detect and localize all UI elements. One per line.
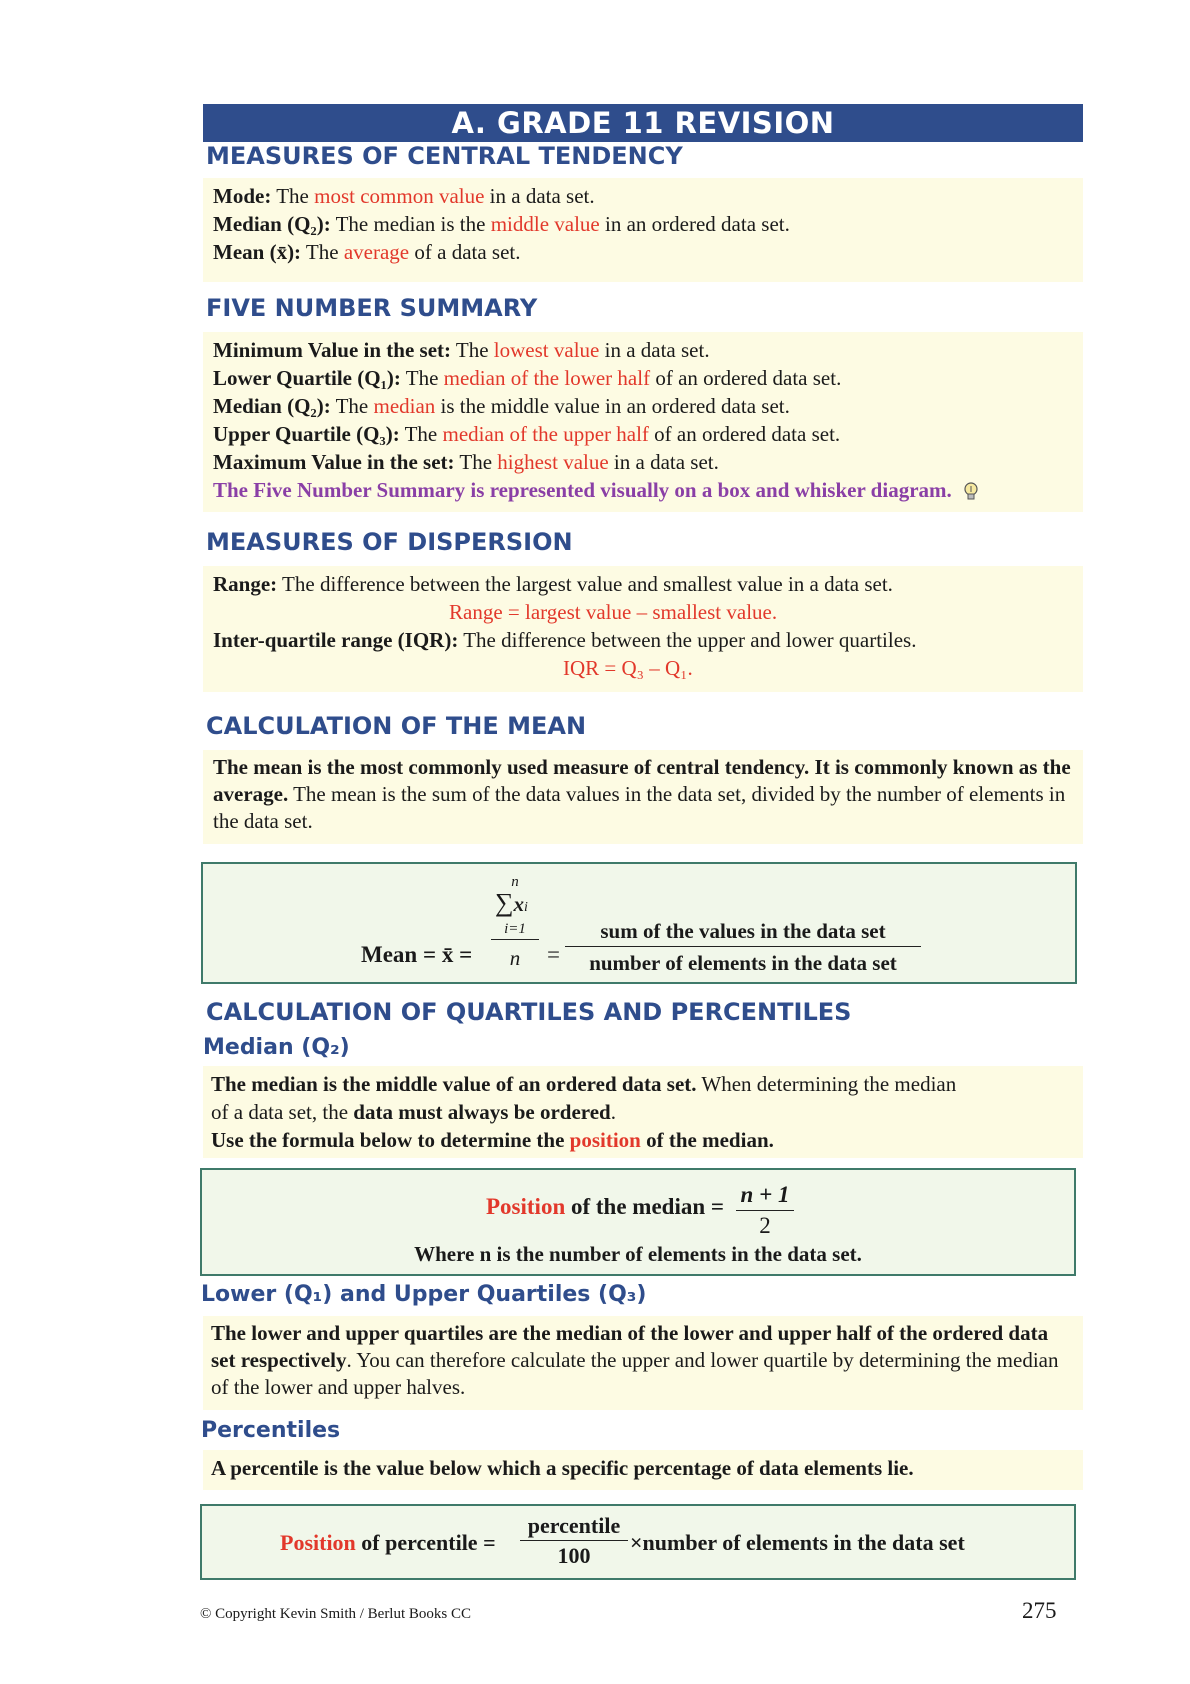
median-text-line3: Use the formula below to determine the position of the median. [211, 1128, 774, 1152]
lightbulb-icon [962, 481, 980, 503]
median-position-formula-box [200, 1168, 1076, 1276]
iqr-formula: IQR = Q₃ – Q₁. [563, 656, 693, 680]
box-whisker-note: The Five Number Summary is represented visually on a box and whisker diagram. [213, 476, 1083, 504]
min-line: Minimum Value in the set: The lowest value in a data set. [213, 338, 710, 362]
upper-quartile-line: Upper Quartile (Q₃): The median of the upper half of an ordered data set. [213, 422, 841, 446]
median-position-lhs: Position of the median = [486, 1194, 724, 1219]
page-number: 275 [1022, 1598, 1057, 1623]
median-text-box [203, 1066, 1083, 1158]
percentile-definition: A percentile is the value below which a specific percentage of data elements lie. [211, 1456, 914, 1480]
quartiles-paragraph: The lower and upper quartiles are the median of the lower and upper half of the ordered data set respectively. You can therefore calculate the upper and lower quartile by determining the median of the lower and upper halves. [211, 1321, 1059, 1399]
dispersion-box [203, 566, 1083, 692]
percentile-formula-lhs: Position of percentile = [280, 1530, 496, 1555]
heading-quartiles-percentiles: CALCULATION OF QUARTILES AND PERCENTILES [206, 998, 852, 1026]
mean-text-box [203, 750, 1083, 844]
five-number-box [203, 332, 1083, 512]
median-text-line2: of a data set, the data must always be ordered. [211, 1100, 616, 1124]
range-line: Range: The difference between the largest value and smallest value in a data set. [213, 572, 893, 596]
percentile-text-box [203, 1450, 1083, 1490]
mean-paragraph: The mean is the most commonly used measure of central tendency. It is commonly known as the average. The mean is the sum of the data values in the data set, divided by the number of elements in the data set. [213, 755, 1071, 833]
range-formula: Range = largest value – smallest value. [449, 600, 778, 624]
median-position-where: Where n is the number of elements in the data set. [414, 1242, 862, 1266]
percentile-fraction: percentile 100 [520, 1512, 628, 1571]
max-line: Maximum Value in the set: The highest value in a data set. [213, 450, 719, 474]
median-line: Median (Q₂): The median is the middle value in an ordered data set. [213, 212, 790, 236]
mean-line: Mean (x̄): The average of a data set. [213, 240, 521, 264]
central-tendency-box [203, 178, 1083, 282]
subheading-median: Median (Q₂) [203, 1035, 350, 1060]
median-position-fraction: n + 1 2 [736, 1180, 794, 1241]
chapter-banner: A. GRADE 11 REVISION [203, 104, 1083, 142]
median-q2-line: Median (Q₂): The median is the middle value in an ordered data set. [213, 394, 790, 418]
median-text-line1: The median is the middle value of an ordered data set. When determining the median [211, 1072, 957, 1096]
iqr-line: Inter-quartile range (IQR): The difference between the upper and lower quartiles. [213, 628, 917, 652]
percentile-formula-box [200, 1504, 1076, 1580]
lower-quartile-line: Lower Quartile (Q₁): The median of the lower half of an ordered data set. [213, 366, 842, 390]
heading-five-number-summary: FIVE NUMBER SUMMARY [206, 294, 538, 322]
mean-formula-box [201, 862, 1077, 984]
mean-equals: = [547, 942, 560, 967]
subheading-lower-upper-quartiles: Lower (Q₁) and Upper Quartiles (Q₃) [201, 1282, 647, 1307]
heading-mean-calculation: CALCULATION OF THE MEAN [206, 712, 587, 740]
quartiles-text-box [203, 1316, 1083, 1410]
summation: n ∑xi i=1 n [491, 874, 539, 976]
sigma-symbol: ∑ [495, 888, 514, 917]
heading-central-tendency: MEASURES OF CENTRAL TENDENCY [206, 142, 683, 170]
subheading-percentiles: Percentiles [201, 1418, 341, 1443]
heading-dispersion: MEASURES OF DISPERSION [206, 528, 573, 556]
mean-words-fraction: sum of the values in the data set number of elements in the data set [565, 916, 921, 979]
percentile-formula-rhs: ×number of elements in the data set [630, 1530, 965, 1555]
mean-formula-lhs: Mean = x̄ = [361, 942, 473, 967]
copyright: © Copyright Kevin Smith / Berlut Books CC [200, 1606, 471, 1622]
mode-line: Mode: The most common value in a data set. [213, 184, 595, 208]
